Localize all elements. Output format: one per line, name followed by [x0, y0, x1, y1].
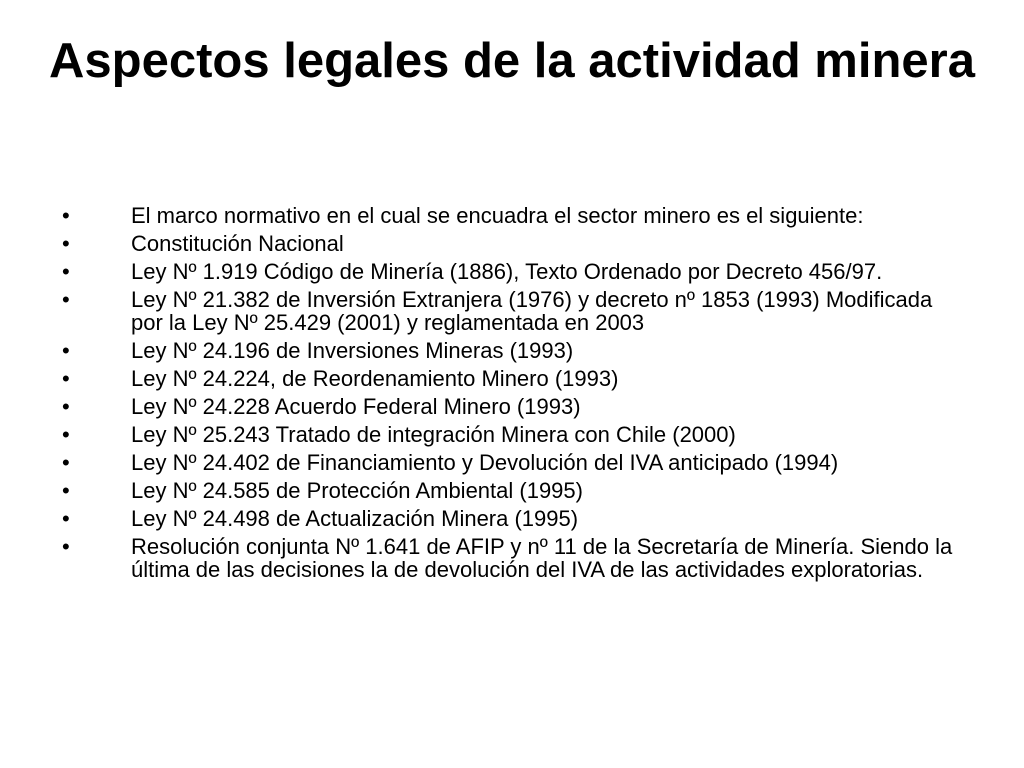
bullet-item	[58, 260, 968, 283]
bullet-mark: •	[62, 231, 70, 256]
bullet-text: Ley Nº 24.196 de Inversiones Mineras (1993)	[131, 338, 574, 363]
bullet-mark: •	[62, 506, 70, 531]
bullet-item	[58, 339, 968, 362]
bullet-mark: •	[62, 259, 70, 284]
bullet-text: Ley Nº 24.402 de Financiamiento y Devolución del IVA anticipado (1994)	[131, 450, 839, 475]
bullet-text: Ley Nº 1.919 Código de Minería (1886), Texto Ordenado por Decreto 456/97.	[131, 259, 883, 284]
bullet-item	[58, 395, 968, 418]
bullet-list	[58, 204, 968, 586]
bullet-mark: •	[62, 534, 70, 559]
bullet-item	[58, 423, 968, 446]
bullet-text: Ley Nº 21.382 de Inversión Extranjera (1976) y decreto nº 1853 (1993) Modificada por la Ley Nº 25.429 (2001) y reglamentada en 2003	[131, 287, 933, 335]
bullet-item	[58, 367, 968, 390]
bullet-item	[58, 535, 968, 581]
bullet-mark: •	[62, 450, 70, 475]
bullet-item	[58, 204, 968, 227]
bullet-item	[58, 288, 968, 334]
bullet-text: El marco normativo en el cual se encuadra el sector minero es el siguiente:	[131, 203, 864, 228]
bullet-mark: •	[62, 422, 70, 447]
bullet-text: Ley Nº 24.585 de Protección Ambiental (1995)	[131, 478, 583, 503]
bullet-mark: •	[62, 287, 70, 312]
bullet-text: Ley Nº 25.243 Tratado de integración Minera con Chile (2000)	[131, 422, 736, 447]
bullet-mark: •	[62, 203, 70, 228]
bullet-mark: •	[62, 366, 70, 391]
bullet-item	[58, 507, 968, 530]
bullet-mark: •	[62, 338, 70, 363]
bullet-item	[58, 232, 968, 255]
bullet-mark: •	[62, 478, 70, 503]
bullet-item	[58, 451, 968, 474]
bullet-text: Ley Nº 24.224, de Reordenamiento Minero (1993)	[131, 366, 619, 391]
bullet-mark: •	[62, 394, 70, 419]
bullet-text: Ley Nº 24.228 Acuerdo Federal Minero (1993)	[131, 394, 581, 419]
bullet-text: Constitución Nacional	[131, 231, 344, 256]
bullet-item	[58, 479, 968, 502]
slide-title: Aspectos legales de la actividad minera	[49, 34, 975, 88]
bullet-text: Ley Nº 24.498 de Actualización Minera (1995)	[131, 506, 579, 531]
bullet-text: Resolución conjunta Nº 1.641 de AFIP y nº 11 de la Secretaría de Minería. Siendo la última de las decisiones la de devolución del IVA de las actividades exploratorias.	[131, 534, 953, 582]
